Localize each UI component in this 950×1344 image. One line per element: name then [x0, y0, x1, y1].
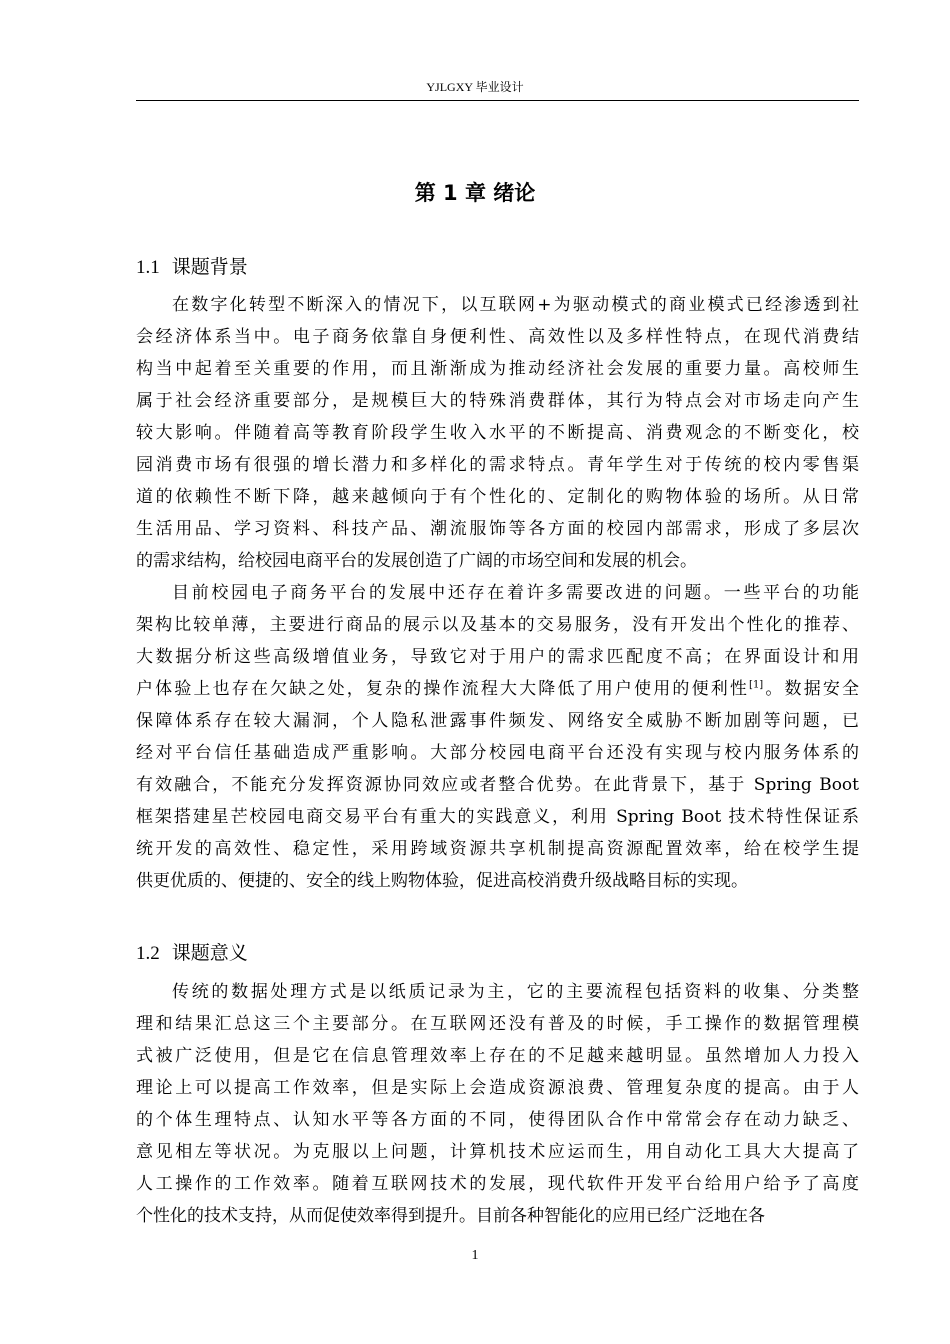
- page-number: 1: [471, 1248, 479, 1263]
- citation-ref: [1]: [749, 679, 764, 691]
- text-segment: 。数据安全: [763, 679, 860, 699]
- text-line: 道的依赖性不断下降，越来越倾向于有个性化的、定制化的购物体验的场所。从日常: [136, 487, 859, 507]
- text-line: 理和结果汇总这三个主要部分。在互联网还没有普及的时候，手工操作的数据管理模: [136, 1014, 859, 1034]
- section-title: 课题背景: [171, 256, 248, 278]
- paragraph-background-1: [136, 289, 859, 577]
- paragraph-background-2: [136, 577, 859, 897]
- text-line: 传统的数据处理方式是以纸质记录为主，它的主要流程包括资料的收集、分类整: [172, 982, 859, 1002]
- text-line: 理论上可以提高工作效率，但是实际上会造成资源浪费、管理复杂度的提高。由于人: [136, 1078, 859, 1098]
- section-number: 1.2: [136, 943, 160, 964]
- text-line: 的个体生理特点、认知水平等各方面的不同，使得团队合作中常常会存在动力缺乏、: [136, 1110, 859, 1130]
- running-header: YJLGXY 毕业设计: [426, 80, 524, 94]
- text-line: 供更优质的、便捷的、安全的线上购物体验，促进高校消费升级战略目标的实现。: [136, 871, 748, 891]
- text-line: 经对平台信任基础造成严重影响。大部分校园电商平台还没有实现与校内服务体系的: [136, 743, 859, 763]
- header-rule: [136, 100, 859, 101]
- text-line-with-citation: [136, 673, 859, 705]
- text-line: 式被广泛使用，但是它在信息管理效率上存在的不足越来越明显。虽然增加人力投入: [136, 1046, 859, 1066]
- text-line: 框架搭建星芒校园电商交易平台有重大的实践意义，利用 Spring Boot 技术特性保证系: [136, 807, 859, 827]
- text-line: 意见相左等状况。为克服以上问题，计算机技术应运而生，用自动化工具大大提高了: [136, 1142, 859, 1162]
- text-line: 属于社会经济重要部分，是规模巨大的特殊消费群体，其行为特点会对市场走向产生: [136, 391, 859, 411]
- section-heading-1-2: [136, 938, 248, 965]
- text-line: 保障体系存在较大漏洞，个人隐私泄露事件频发、网络安全威胁不断加剧等问题，已: [136, 711, 859, 731]
- text-line: 个性化的技术支持，从而促使效率得到提升。目前各种智能化的应用已经广泛地在各: [136, 1206, 765, 1226]
- text-line: 的需求结构，给校园电商平台的发展创造了广阔的市场空间和发展的机会。: [136, 551, 697, 571]
- text-line: 较大影响。伴随着高等教育阶段学生收入水平的不断提高、消费观念的不断变化，校: [136, 423, 859, 443]
- text-line: 有效融合，不能充分发挥资源协同效应或者整合优势。在此背景下，基于 Spring Boot: [136, 775, 859, 795]
- text-line: 构当中起着至关重要的作用，而且渐渐成为推动经济社会发展的重要力量。高校师生: [136, 359, 859, 379]
- section-title: 课题意义: [171, 942, 248, 964]
- text-line: 园消费市场有很强的增长潜力和多样化的需求特点。青年学生对于传统的校内零售渠: [136, 455, 859, 475]
- text-line: 架构比较单薄，主要进行商品的展示以及基本的交易服务，没有开发出个性化的推荐、: [136, 615, 859, 635]
- chapter-title: 第 1 章 绪论: [414, 181, 536, 205]
- text-segment: 户体验上也存在欠缺之处，复杂的操作流程大大降低了用户使用的便利性: [136, 679, 750, 699]
- text-line: 统开发的高效性、稳定性，采用跨域资源共享机制提高资源配置效率，给在校学生提: [136, 839, 859, 859]
- text-line: 会经济体系当中。电子商务依靠自身便利性、高效性以及多样性特点，在现代消费结: [136, 327, 859, 347]
- text-line: 目前校园电子商务平台的发展中还存在着许多需要改进的问题。一些平台的功能: [172, 583, 859, 603]
- paragraph-significance-1: [136, 976, 859, 1232]
- text-line: 大数据分析这些高级增值业务，导致它对于用户的需求匹配度不高；在界面设计和用: [136, 647, 859, 667]
- section-number: 1.1: [136, 257, 160, 278]
- section-heading-1-1: [136, 252, 248, 279]
- text-line: 生活用品、学习资料、科技产品、潮流服饰等各方面的校园内部需求，形成了多层次: [136, 519, 859, 539]
- text-line: 人工操作的工作效率。随着互联网技术的发展，现代软件开发平台给用户给予了高度: [136, 1174, 859, 1194]
- text-line: 在数字化转型不断深入的情况下，以互联网+为驱动模式的商业模式已经渗透到社: [172, 295, 859, 315]
